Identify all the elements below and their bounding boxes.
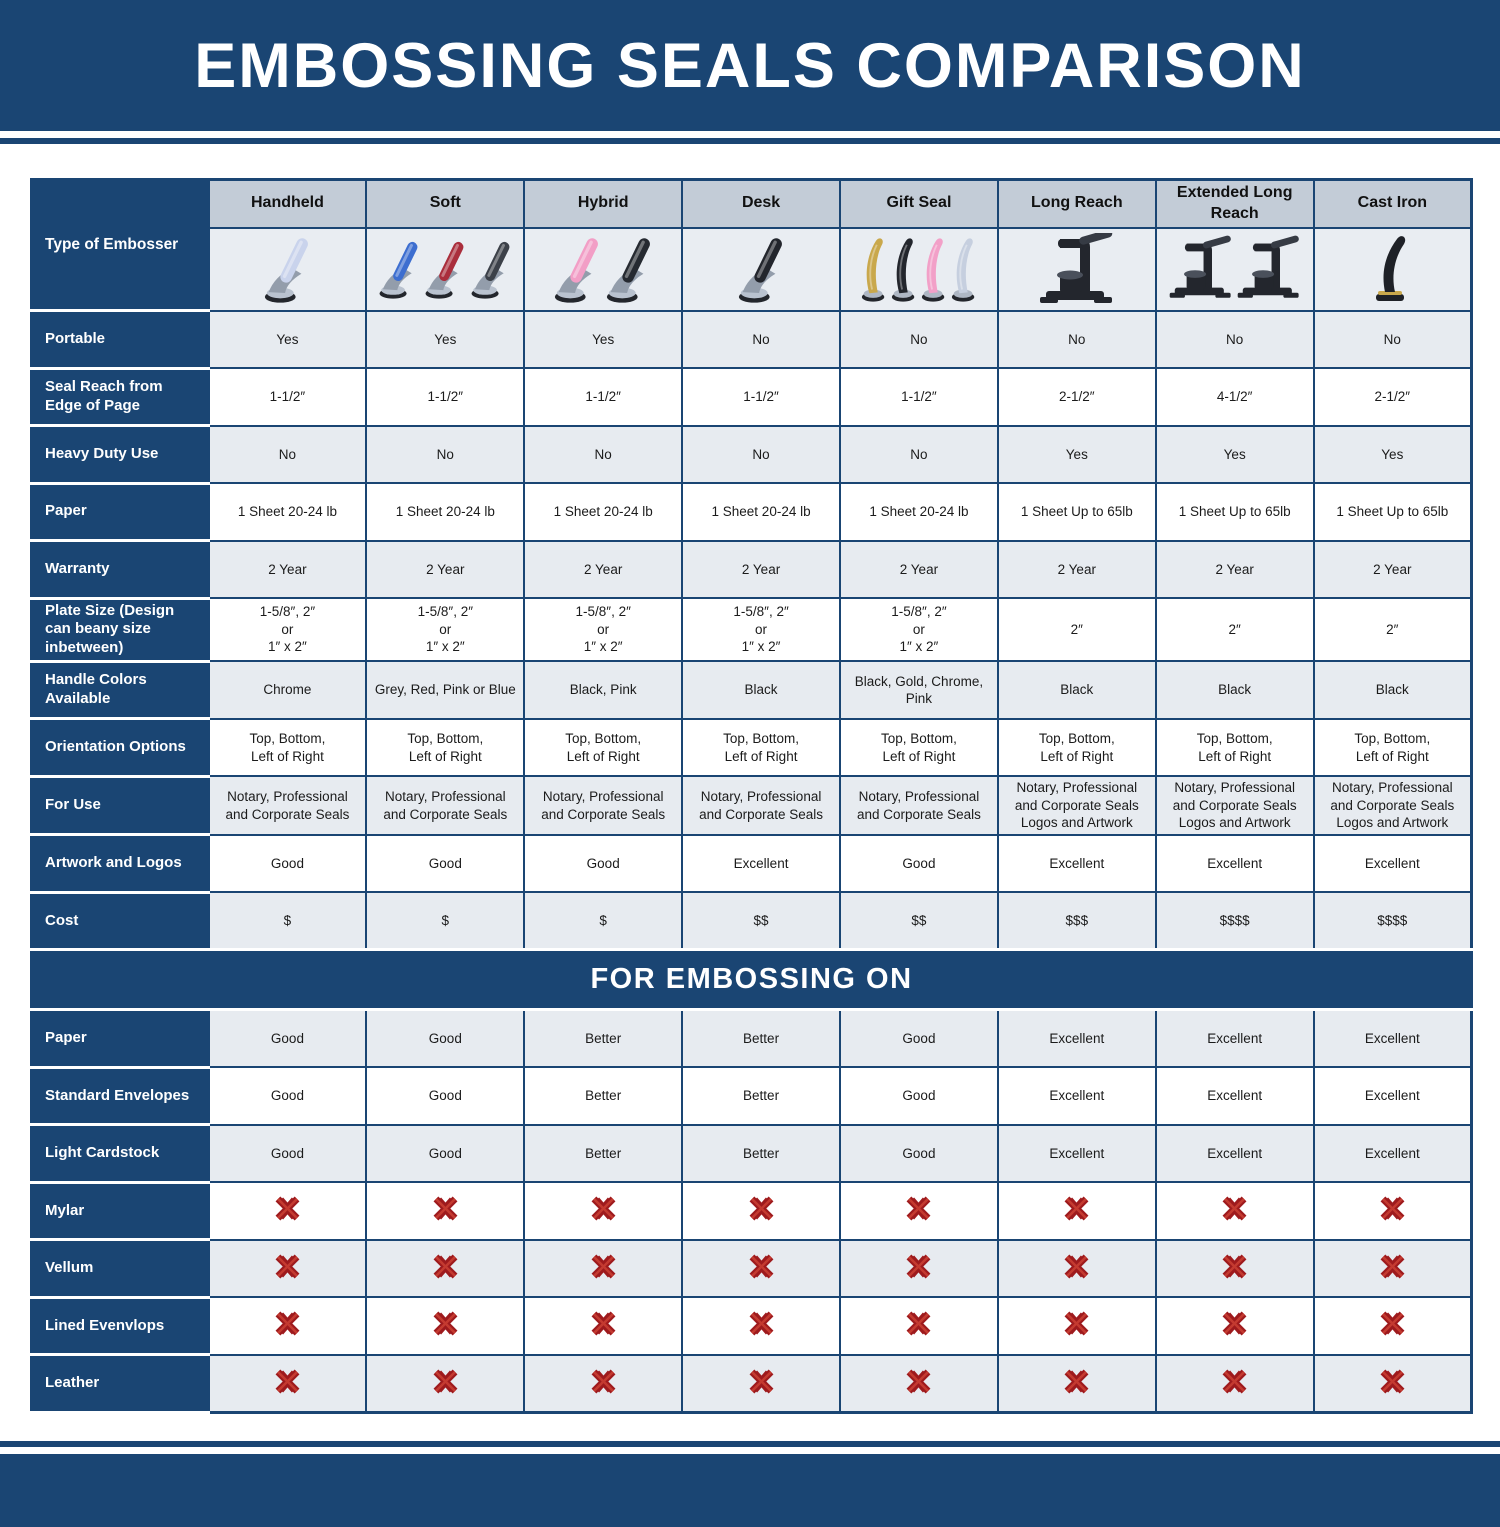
cell-hybrid-heavy-duty-use: No bbox=[524, 426, 682, 484]
not-suitable-icon bbox=[748, 1310, 775, 1337]
cell-handheld-light-cardstock: Good bbox=[209, 1125, 367, 1183]
hand-embosser-image bbox=[262, 233, 312, 305]
not-suitable-icon bbox=[1063, 1253, 1090, 1280]
hand-embosser-image bbox=[423, 233, 467, 305]
cell-long-reach-standard-envelopes: Excellent bbox=[998, 1067, 1156, 1125]
cell-gift-seal-mylar bbox=[840, 1182, 998, 1240]
not-suitable-icon bbox=[1379, 1310, 1406, 1337]
column-header-cast-iron: Cast Iron bbox=[1314, 180, 1472, 228]
cell-cast-iron-standard-envelopes: Excellent bbox=[1314, 1067, 1472, 1125]
section-band-row bbox=[32, 950, 1472, 1010]
cell-desk-mylar bbox=[682, 1182, 840, 1240]
cell-gift-seal-lined-evenvlops bbox=[840, 1297, 998, 1355]
cell-desk-heavy-duty-use: No bbox=[682, 426, 840, 484]
table-row-lined-evenvlops bbox=[32, 1297, 1472, 1355]
cell-extended-long-reach-paper: Excellent bbox=[1156, 1010, 1314, 1068]
cell-soft-light-cardstock: Good bbox=[366, 1125, 524, 1183]
cell-desk-paper: Better bbox=[682, 1010, 840, 1068]
table-row-mylar bbox=[32, 1182, 1472, 1240]
cell-long-reach-heavy-duty-use: Yes bbox=[998, 426, 1156, 484]
cell-long-reach-for-use: Notary, Professional and Corporate Seals Logos and Artwork bbox=[998, 776, 1156, 835]
footer-banner bbox=[0, 1454, 1500, 1527]
not-suitable-icon bbox=[905, 1310, 932, 1337]
cell-hybrid-plate-size-design-can-beany-size-inbetween: 1-5/8″, 2″ or 1″ x 2″ bbox=[524, 598, 682, 661]
not-suitable-icon bbox=[274, 1368, 301, 1395]
hand-embosser-image bbox=[469, 233, 513, 305]
hand-embosser-image bbox=[604, 233, 654, 305]
cell-long-reach-plate-size-design-can-beany-size-inbetween: 2″ bbox=[998, 598, 1156, 661]
comparison-table bbox=[30, 178, 1473, 1414]
not-suitable-icon bbox=[274, 1253, 301, 1280]
press-embosser-image bbox=[1236, 233, 1302, 305]
cell-gift-seal-light-cardstock: Good bbox=[840, 1125, 998, 1183]
cell-cast-iron-mylar bbox=[1314, 1182, 1472, 1240]
not-suitable-icon bbox=[905, 1253, 932, 1280]
cell-cast-iron-heavy-duty-use: Yes bbox=[1314, 426, 1472, 484]
cell-hybrid-paper: Better bbox=[524, 1010, 682, 1068]
hand-embosser-image bbox=[552, 233, 602, 305]
not-suitable-icon bbox=[748, 1253, 775, 1280]
gift-seal-embosser-image bbox=[890, 233, 918, 305]
embosser-image-cell-hybrid bbox=[524, 228, 682, 311]
cell-gift-seal-for-use: Notary, Professional and Corporate Seals bbox=[840, 776, 998, 835]
column-header-hybrid: Hybrid bbox=[524, 180, 682, 228]
table-row-paper bbox=[32, 483, 1472, 541]
row-label-warranty: Warranty bbox=[32, 541, 209, 599]
cell-handheld-seal-reach-from-edge-of-page: 1-1/2″ bbox=[209, 368, 367, 426]
cell-hybrid-leather bbox=[524, 1355, 682, 1413]
cell-long-reach-handle-colors-available: Black bbox=[998, 661, 1156, 719]
cell-long-reach-cost: $$$ bbox=[998, 892, 1156, 950]
cell-handheld-handle-colors-available: Chrome bbox=[209, 661, 367, 719]
gift-seal-embosser-image bbox=[920, 233, 948, 305]
cell-long-reach-mylar bbox=[998, 1182, 1156, 1240]
row-label-mylar: Mylar bbox=[32, 1182, 209, 1240]
embosser-image-cell-desk bbox=[682, 228, 840, 311]
embosser-image-cell-handheld bbox=[209, 228, 367, 311]
row-label-light-cardstock: Light Cardstock bbox=[32, 1125, 209, 1183]
cell-desk-warranty: 2 Year bbox=[682, 541, 840, 599]
cell-extended-long-reach-light-cardstock: Excellent bbox=[1156, 1125, 1314, 1183]
embosser-image-cell-cast-iron bbox=[1314, 228, 1472, 311]
cell-gift-seal-vellum bbox=[840, 1240, 998, 1298]
cell-hybrid-handle-colors-available: Black, Pink bbox=[524, 661, 682, 719]
cell-desk-artwork-and-logos: Excellent bbox=[682, 835, 840, 893]
cell-desk-lined-evenvlops bbox=[682, 1297, 840, 1355]
embosser-image-cell-long-reach bbox=[998, 228, 1156, 311]
cell-soft-leather bbox=[366, 1355, 524, 1413]
cell-desk-handle-colors-available: Black bbox=[682, 661, 840, 719]
cell-desk-portable: No bbox=[682, 311, 840, 369]
cell-long-reach-vellum bbox=[998, 1240, 1156, 1298]
row-label-portable: Portable bbox=[32, 311, 209, 369]
cell-gift-seal-warranty: 2 Year bbox=[840, 541, 998, 599]
cell-extended-long-reach-orientation-options: Top, Bottom, Left of Right bbox=[1156, 719, 1314, 777]
cell-long-reach-orientation-options: Top, Bottom, Left of Right bbox=[998, 719, 1156, 777]
comparison-table-area bbox=[0, 144, 1500, 1414]
table-row-portable bbox=[32, 311, 1472, 369]
cell-hybrid-seal-reach-from-edge-of-page: 1-1/2″ bbox=[524, 368, 682, 426]
gift-seal-embosser-image bbox=[860, 233, 888, 305]
cell-cast-iron-artwork-and-logos: Excellent bbox=[1314, 835, 1472, 893]
cell-long-reach-lined-evenvlops bbox=[998, 1297, 1156, 1355]
cell-handheld-heavy-duty-use: No bbox=[209, 426, 367, 484]
column-header-handheld: Handheld bbox=[209, 180, 367, 228]
row-label-cost: Cost bbox=[32, 892, 209, 950]
divider-stripe-white-bottom bbox=[0, 1447, 1500, 1454]
cell-cast-iron-paper: 1 Sheet Up to 65lb bbox=[1314, 483, 1472, 541]
cell-extended-long-reach-artwork-and-logos: Excellent bbox=[1156, 835, 1314, 893]
not-suitable-icon bbox=[905, 1368, 932, 1395]
cell-long-reach-seal-reach-from-edge-of-page: 2-1/2″ bbox=[998, 368, 1156, 426]
cell-desk-cost: $$ bbox=[682, 892, 840, 950]
cell-long-reach-portable: No bbox=[998, 311, 1156, 369]
cell-cast-iron-leather bbox=[1314, 1355, 1472, 1413]
not-suitable-icon bbox=[432, 1253, 459, 1280]
cell-extended-long-reach-paper: 1 Sheet Up to 65lb bbox=[1156, 483, 1314, 541]
cell-gift-seal-artwork-and-logos: Good bbox=[840, 835, 998, 893]
cell-extended-long-reach-warranty: 2 Year bbox=[1156, 541, 1314, 599]
table-row-plate-size-design-can-beany-size-inbetween bbox=[32, 598, 1472, 661]
not-suitable-icon bbox=[274, 1195, 301, 1222]
cell-cast-iron-light-cardstock: Excellent bbox=[1314, 1125, 1472, 1183]
cell-soft-warranty: 2 Year bbox=[366, 541, 524, 599]
not-suitable-icon bbox=[1379, 1195, 1406, 1222]
cell-extended-long-reach-handle-colors-available: Black bbox=[1156, 661, 1314, 719]
cell-extended-long-reach-lined-evenvlops bbox=[1156, 1297, 1314, 1355]
row-label-paper: Paper bbox=[32, 1010, 209, 1068]
row-label-standard-envelopes: Standard Envelopes bbox=[32, 1067, 209, 1125]
cell-gift-seal-paper: Good bbox=[840, 1010, 998, 1068]
cell-soft-mylar bbox=[366, 1182, 524, 1240]
cell-gift-seal-seal-reach-from-edge-of-page: 1-1/2″ bbox=[840, 368, 998, 426]
table-row-paper bbox=[32, 1010, 1472, 1068]
cell-long-reach-paper: 1 Sheet Up to 65lb bbox=[998, 483, 1156, 541]
cell-desk-orientation-options: Top, Bottom, Left of Right bbox=[682, 719, 840, 777]
cell-extended-long-reach-portable: No bbox=[1156, 311, 1314, 369]
column-header-extended-long-reach: Extended Long Reach bbox=[1156, 180, 1314, 228]
cell-soft-plate-size-design-can-beany-size-inbetween: 1-5/8″, 2″ or 1″ x 2″ bbox=[366, 598, 524, 661]
cell-soft-paper: 1 Sheet 20-24 lb bbox=[366, 483, 524, 541]
cell-soft-orientation-options: Top, Bottom, Left of Right bbox=[366, 719, 524, 777]
cell-cast-iron-vellum bbox=[1314, 1240, 1472, 1298]
row-label-for-use: For Use bbox=[32, 776, 209, 835]
cell-long-reach-warranty: 2 Year bbox=[998, 541, 1156, 599]
table-row-vellum bbox=[32, 1240, 1472, 1298]
table-row-standard-envelopes bbox=[32, 1067, 1472, 1125]
embosser-image-cell-soft bbox=[366, 228, 524, 311]
not-suitable-icon bbox=[1221, 1310, 1248, 1337]
cell-cast-iron-for-use: Notary, Professional and Corporate Seals Logos and Artwork bbox=[1314, 776, 1472, 835]
column-header-row bbox=[32, 180, 1472, 228]
page-title: EMBOSSING SEALS COMPARISON bbox=[194, 30, 1306, 101]
cell-gift-seal-handle-colors-available: Black, Gold, Chrome, Pink bbox=[840, 661, 998, 719]
cell-gift-seal-leather bbox=[840, 1355, 998, 1413]
column-header-soft: Soft bbox=[366, 180, 524, 228]
cell-long-reach-paper: Excellent bbox=[998, 1010, 1156, 1068]
cell-gift-seal-standard-envelopes: Good bbox=[840, 1067, 998, 1125]
cell-gift-seal-orientation-options: Top, Bottom, Left of Right bbox=[840, 719, 998, 777]
not-suitable-icon bbox=[1221, 1368, 1248, 1395]
cell-hybrid-lined-evenvlops bbox=[524, 1297, 682, 1355]
row-label-type-of-embosser: Type of Embosser bbox=[32, 180, 209, 311]
cell-desk-leather bbox=[682, 1355, 840, 1413]
cell-handheld-mylar bbox=[209, 1182, 367, 1240]
row-label-paper: Paper bbox=[32, 483, 209, 541]
not-suitable-icon bbox=[1063, 1310, 1090, 1337]
column-header-long-reach: Long Reach bbox=[998, 180, 1156, 228]
cell-desk-vellum bbox=[682, 1240, 840, 1298]
cell-cast-iron-warranty: 2 Year bbox=[1314, 541, 1472, 599]
not-suitable-icon bbox=[590, 1253, 617, 1280]
cell-extended-long-reach-mylar bbox=[1156, 1182, 1314, 1240]
cell-cast-iron-handle-colors-available: Black bbox=[1314, 661, 1472, 719]
embosser-image-cell-extended-long-reach bbox=[1156, 228, 1314, 311]
table-row-warranty bbox=[32, 541, 1472, 599]
cell-gift-seal-cost: $$ bbox=[840, 892, 998, 950]
row-label-artwork-and-logos: Artwork and Logos bbox=[32, 835, 209, 893]
gift-seal-embosser-image bbox=[950, 233, 978, 305]
cell-cast-iron-portable: No bbox=[1314, 311, 1472, 369]
cell-desk-plate-size-design-can-beany-size-inbetween: 1-5/8″, 2″ or 1″ x 2″ bbox=[682, 598, 840, 661]
not-suitable-icon bbox=[1063, 1195, 1090, 1222]
cell-hybrid-light-cardstock: Better bbox=[524, 1125, 682, 1183]
section-title-for-embossing-on: FOR EMBOSSING ON bbox=[32, 950, 1472, 1010]
cell-extended-long-reach-cost: $$$$ bbox=[1156, 892, 1314, 950]
cell-handheld-lined-evenvlops bbox=[209, 1297, 367, 1355]
cell-soft-vellum bbox=[366, 1240, 524, 1298]
table-row-heavy-duty-use bbox=[32, 426, 1472, 484]
not-suitable-icon bbox=[432, 1368, 459, 1395]
column-header-desk: Desk bbox=[682, 180, 840, 228]
cell-extended-long-reach-for-use: Notary, Professional and Corporate Seals Logos and Artwork bbox=[1156, 776, 1314, 835]
embosser-image-row bbox=[32, 228, 1472, 311]
table-row-artwork-and-logos bbox=[32, 835, 1472, 893]
column-header-gift-seal: Gift Seal bbox=[840, 180, 998, 228]
cell-hybrid-standard-envelopes: Better bbox=[524, 1067, 682, 1125]
cell-handheld-cost: $ bbox=[209, 892, 367, 950]
table-row-light-cardstock bbox=[32, 1125, 1472, 1183]
cell-hybrid-orientation-options: Top, Bottom, Left of Right bbox=[524, 719, 682, 777]
cell-soft-seal-reach-from-edge-of-page: 1-1/2″ bbox=[366, 368, 524, 426]
row-label-heavy-duty-use: Heavy Duty Use bbox=[32, 426, 209, 484]
cell-long-reach-leather bbox=[998, 1355, 1156, 1413]
cell-extended-long-reach-standard-envelopes: Excellent bbox=[1156, 1067, 1314, 1125]
row-label-seal-reach-from-edge-of-page: Seal Reach from Edge of Page bbox=[32, 368, 209, 426]
row-label-leather: Leather bbox=[32, 1355, 209, 1413]
cell-handheld-vellum bbox=[209, 1240, 367, 1298]
cell-cast-iron-orientation-options: Top, Bottom, Left of Right bbox=[1314, 719, 1472, 777]
cell-soft-portable: Yes bbox=[366, 311, 524, 369]
cell-gift-seal-plate-size-design-can-beany-size-inbetween: 1-5/8″, 2″ or 1″ x 2″ bbox=[840, 598, 998, 661]
cell-hybrid-paper: 1 Sheet 20-24 lb bbox=[524, 483, 682, 541]
cell-extended-long-reach-plate-size-design-can-beany-size-inbetween: 2″ bbox=[1156, 598, 1314, 661]
cell-long-reach-light-cardstock: Excellent bbox=[998, 1125, 1156, 1183]
table-row-leather bbox=[32, 1355, 1472, 1413]
cell-soft-heavy-duty-use: No bbox=[366, 426, 524, 484]
not-suitable-icon bbox=[590, 1310, 617, 1337]
cell-soft-cost: $ bbox=[366, 892, 524, 950]
table-row-handle-colors-available bbox=[32, 661, 1472, 719]
cell-gift-seal-paper: 1 Sheet 20-24 lb bbox=[840, 483, 998, 541]
cell-hybrid-mylar bbox=[524, 1182, 682, 1240]
embosser-image-cell-gift-seal bbox=[840, 228, 998, 311]
cell-soft-lined-evenvlops bbox=[366, 1297, 524, 1355]
cell-hybrid-cost: $ bbox=[524, 892, 682, 950]
cell-handheld-warranty: 2 Year bbox=[209, 541, 367, 599]
cell-handheld-plate-size-design-can-beany-size-inbetween: 1-5/8″, 2″ or 1″ x 2″ bbox=[209, 598, 367, 661]
cell-handheld-artwork-and-logos: Good bbox=[209, 835, 367, 893]
cell-handheld-paper: Good bbox=[209, 1010, 367, 1068]
cell-hybrid-portable: Yes bbox=[524, 311, 682, 369]
row-label-vellum: Vellum bbox=[32, 1240, 209, 1298]
cell-handheld-for-use: Notary, Professional and Corporate Seals bbox=[209, 776, 367, 835]
cell-hybrid-for-use: Notary, Professional and Corporate Seals bbox=[524, 776, 682, 835]
not-suitable-icon bbox=[905, 1195, 932, 1222]
cell-soft-for-use: Notary, Professional and Corporate Seals bbox=[366, 776, 524, 835]
cast-iron-embosser-image bbox=[1373, 233, 1411, 305]
table-row-for-use bbox=[32, 776, 1472, 835]
row-label-lined-evenvlops: Lined Evenvlops bbox=[32, 1297, 209, 1355]
table-row-orientation-options bbox=[32, 719, 1472, 777]
not-suitable-icon bbox=[1221, 1195, 1248, 1222]
cell-cast-iron-paper: Excellent bbox=[1314, 1010, 1472, 1068]
cell-extended-long-reach-vellum bbox=[1156, 1240, 1314, 1298]
cell-desk-for-use: Notary, Professional and Corporate Seals bbox=[682, 776, 840, 835]
cell-hybrid-artwork-and-logos: Good bbox=[524, 835, 682, 893]
press-embosser-image bbox=[1038, 233, 1116, 305]
table-row-seal-reach-from-edge-of-page bbox=[32, 368, 1472, 426]
table-row-cost bbox=[32, 892, 1472, 950]
cell-soft-standard-envelopes: Good bbox=[366, 1067, 524, 1125]
not-suitable-icon bbox=[432, 1310, 459, 1337]
cell-cast-iron-seal-reach-from-edge-of-page: 2-1/2″ bbox=[1314, 368, 1472, 426]
cell-hybrid-warranty: 2 Year bbox=[524, 541, 682, 599]
cell-extended-long-reach-leather bbox=[1156, 1355, 1314, 1413]
cell-handheld-leather bbox=[209, 1355, 367, 1413]
cell-soft-artwork-and-logos: Good bbox=[366, 835, 524, 893]
cell-extended-long-reach-seal-reach-from-edge-of-page: 4-1/2″ bbox=[1156, 368, 1314, 426]
cell-cast-iron-cost: $$$$ bbox=[1314, 892, 1472, 950]
cell-handheld-paper: 1 Sheet 20-24 lb bbox=[209, 483, 367, 541]
cell-gift-seal-portable: No bbox=[840, 311, 998, 369]
not-suitable-icon bbox=[590, 1195, 617, 1222]
cell-cast-iron-lined-evenvlops bbox=[1314, 1297, 1472, 1355]
row-label-plate-size-design-can-beany-size-inbetween: Plate Size (Design can beany size inbetween) bbox=[32, 598, 209, 661]
cell-gift-seal-heavy-duty-use: No bbox=[840, 426, 998, 484]
cell-extended-long-reach-heavy-duty-use: Yes bbox=[1156, 426, 1314, 484]
cell-handheld-standard-envelopes: Good bbox=[209, 1067, 367, 1125]
hand-embosser-image bbox=[377, 233, 421, 305]
not-suitable-icon bbox=[1379, 1368, 1406, 1395]
row-label-orientation-options: Orientation Options bbox=[32, 719, 209, 777]
not-suitable-icon bbox=[432, 1195, 459, 1222]
cell-cast-iron-plate-size-design-can-beany-size-inbetween: 2″ bbox=[1314, 598, 1472, 661]
not-suitable-icon bbox=[1221, 1253, 1248, 1280]
press-embosser-image bbox=[1168, 233, 1234, 305]
footer-gap bbox=[0, 1414, 1500, 1441]
cell-soft-paper: Good bbox=[366, 1010, 524, 1068]
not-suitable-icon bbox=[274, 1310, 301, 1337]
cell-desk-seal-reach-from-edge-of-page: 1-1/2″ bbox=[682, 368, 840, 426]
title-banner bbox=[0, 0, 1500, 131]
not-suitable-icon bbox=[1379, 1253, 1406, 1280]
cell-hybrid-vellum bbox=[524, 1240, 682, 1298]
cell-desk-light-cardstock: Better bbox=[682, 1125, 840, 1183]
cell-handheld-orientation-options: Top, Bottom, Left of Right bbox=[209, 719, 367, 777]
not-suitable-icon bbox=[748, 1195, 775, 1222]
row-label-handle-colors-available: Handle Colors Available bbox=[32, 661, 209, 719]
not-suitable-icon bbox=[748, 1368, 775, 1395]
cell-long-reach-artwork-and-logos: Excellent bbox=[998, 835, 1156, 893]
not-suitable-icon bbox=[590, 1368, 617, 1395]
hand-embosser-image bbox=[736, 233, 786, 305]
cell-desk-standard-envelopes: Better bbox=[682, 1067, 840, 1125]
cell-handheld-portable: Yes bbox=[209, 311, 367, 369]
divider-stripe-white-top bbox=[0, 131, 1500, 138]
cell-desk-paper: 1 Sheet 20-24 lb bbox=[682, 483, 840, 541]
not-suitable-icon bbox=[1063, 1368, 1090, 1395]
cell-soft-handle-colors-available: Grey, Red, Pink or Blue bbox=[366, 661, 524, 719]
